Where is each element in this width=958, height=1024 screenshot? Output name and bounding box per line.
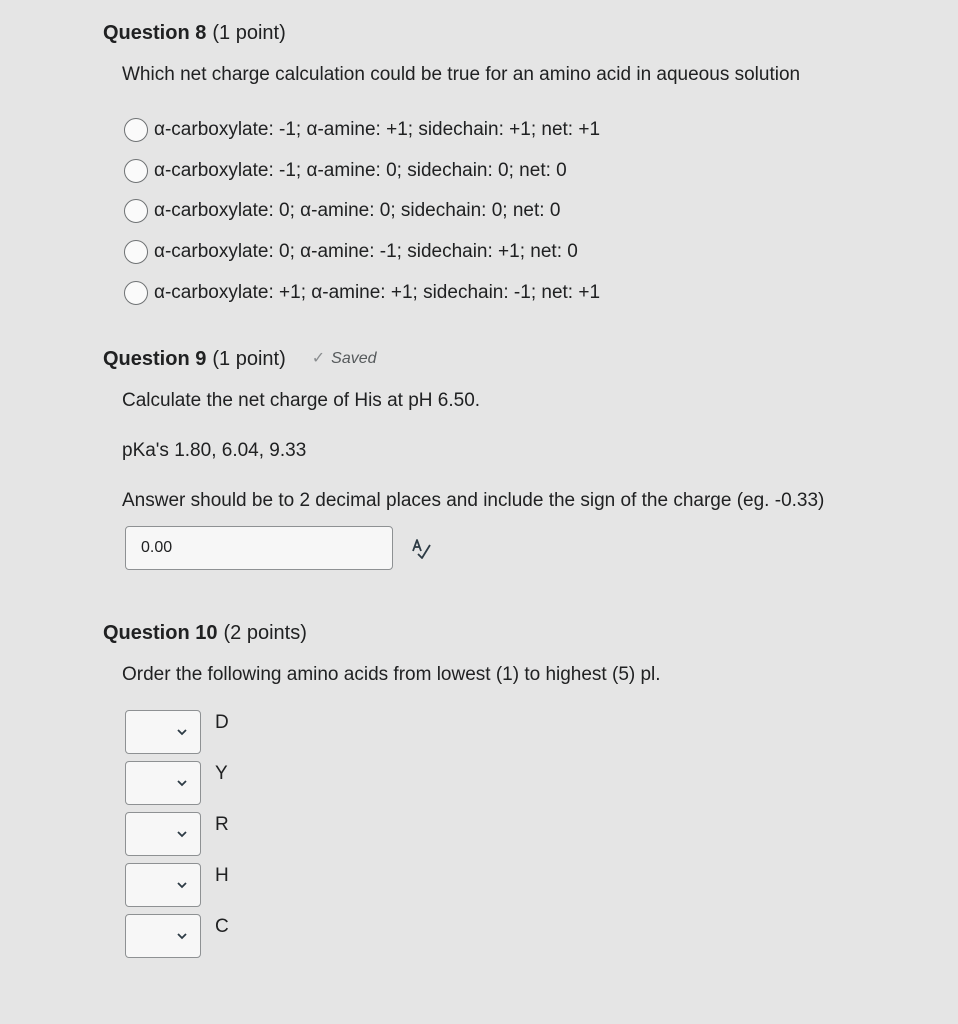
- question-9-title: Question 9: [103, 348, 207, 370]
- question-9-header: [103, 346, 938, 372]
- order-item-label: D: [215, 712, 229, 733]
- radio-button[interactable]: [124, 240, 148, 264]
- radio-button[interactable]: [124, 159, 148, 183]
- order-row-d: [125, 710, 229, 754]
- question-9-prompt: Calculate the net charge of His at pH 6.50.: [122, 390, 481, 411]
- order-row-h: [125, 863, 229, 907]
- question-8-title: Question 8: [103, 22, 207, 44]
- answer-input[interactable]: [125, 526, 393, 570]
- q8-option-label: α-carboxylate: 0; α-amine: 0; sidechain: 0; net: 0: [154, 200, 561, 221]
- question-10: [103, 620, 938, 937]
- order-row-y: [125, 761, 228, 805]
- saved-status: [312, 346, 377, 372]
- q8-option-label: α-carboxylate: 0; α-amine: -1; sidechain: +1; net: 0: [154, 241, 578, 262]
- chevron-down-icon: [176, 930, 188, 942]
- question-10-points: (2 points): [223, 622, 307, 644]
- question-8-points: (1 point): [212, 22, 286, 44]
- order-select[interactable]: [125, 761, 201, 805]
- order-row-c: [125, 914, 229, 958]
- order-select[interactable]: [125, 914, 201, 958]
- order-select[interactable]: [125, 863, 201, 907]
- question-10-prompt: Order the following amino acids from lowest (1) to highest (5) pl.: [122, 664, 661, 685]
- saved-label: Saved: [331, 350, 377, 367]
- radio-button[interactable]: [124, 281, 148, 305]
- question-8-prompt: Which net charge calculation could be true for an amino acid in aqueous solution: [122, 64, 801, 85]
- order-item-label: H: [215, 865, 229, 886]
- question-10-title: Question 10: [103, 622, 218, 644]
- order-item-label: R: [215, 814, 229, 835]
- q8-option-5[interactable]: [124, 279, 600, 307]
- chevron-down-icon: [176, 726, 188, 738]
- question-8: [103, 20, 938, 303]
- q8-option-2[interactable]: [124, 157, 567, 185]
- radio-button[interactable]: [124, 199, 148, 223]
- chevron-down-icon: [176, 828, 188, 840]
- q8-option-4[interactable]: [124, 238, 578, 266]
- order-item-label: C: [215, 916, 229, 937]
- question-9: [103, 346, 938, 511]
- order-select[interactable]: [125, 710, 201, 754]
- q8-option-label: α-carboxylate: -1; α-amine: 0; sidechain: 0; net: 0: [154, 160, 567, 181]
- order-select[interactable]: [125, 812, 201, 856]
- question-9-points: (1 point): [212, 348, 286, 370]
- question-9-pka: pKa's 1.80, 6.04, 9.33: [122, 440, 307, 461]
- q8-option-label: α-carboxylate: +1; α-amine: +1; sidechain: -1; net: +1: [154, 282, 601, 303]
- checkmark-icon: ✓: [311, 350, 326, 367]
- question-8-header: [103, 20, 938, 46]
- order-item-label: Y: [215, 763, 228, 784]
- order-row-r: [125, 812, 229, 856]
- spellcheck-icon[interactable]: [409, 536, 433, 560]
- chevron-down-icon: [176, 777, 188, 789]
- question-10-header: [103, 620, 938, 646]
- q8-option-label: α-carboxylate: -1; α-amine: +1; sidechain: +1; net: +1: [154, 119, 601, 140]
- question-9-instruction: Answer should be to 2 decimal places and include the sign of the charge (eg. -0.33): [122, 490, 825, 511]
- radio-button[interactable]: [124, 118, 148, 142]
- chevron-down-icon: [176, 879, 188, 891]
- q8-option-1[interactable]: [124, 116, 600, 144]
- q8-option-3[interactable]: [124, 197, 560, 225]
